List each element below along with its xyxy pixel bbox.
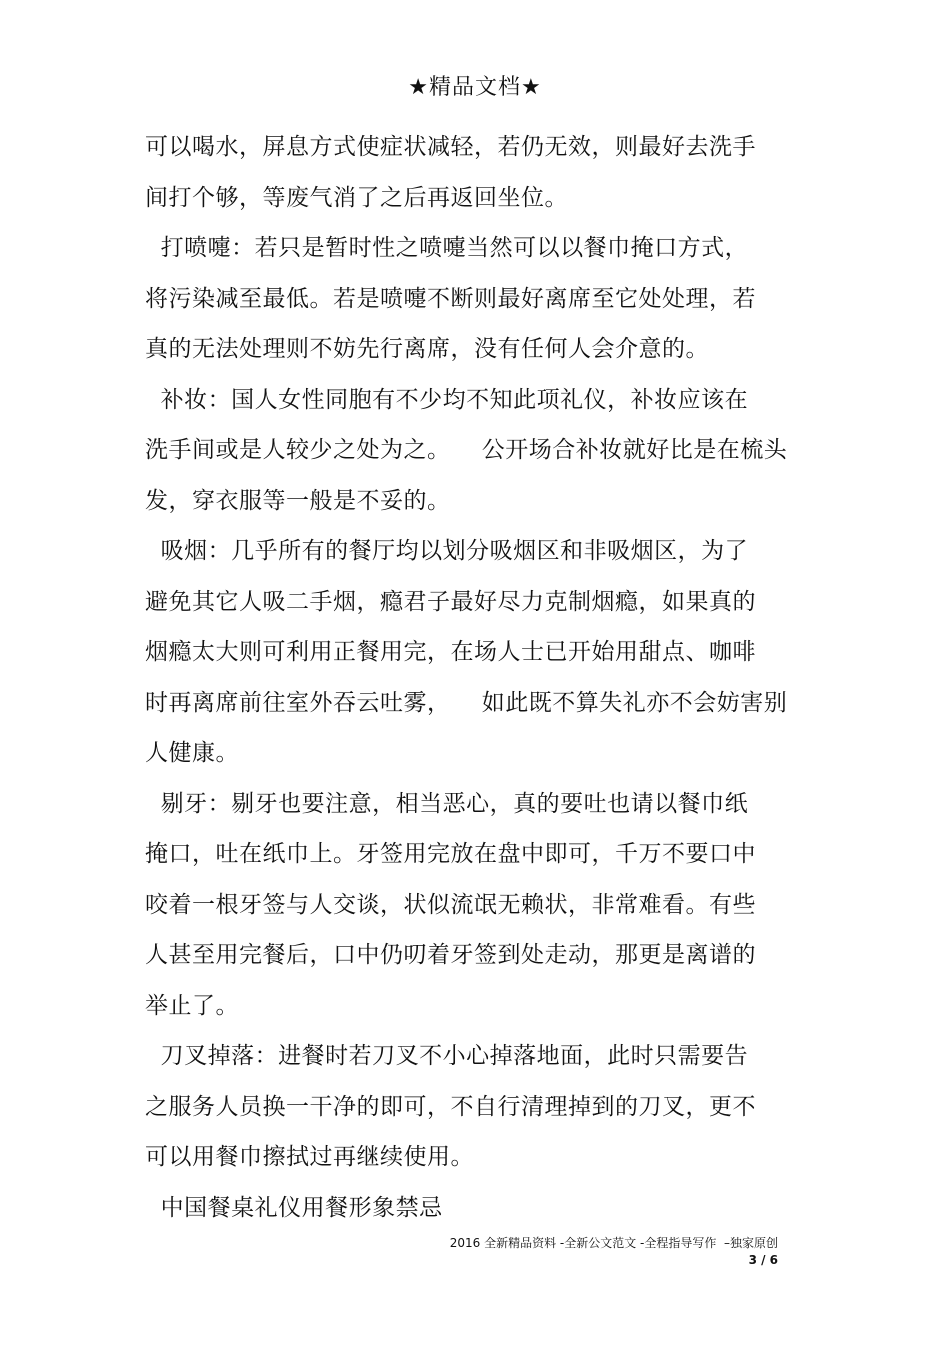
footer-note: 2016 全新精品资料 -全新公文范文 -全程指导写作 –独家原创 [449,1236,778,1250]
text-line: 可以喝水，屏息方式使症状减轻，若仍无效，则最好去洗手 [145,134,756,160]
text-line: 人健康。 [145,740,239,766]
page-number: 3 / 6 [748,1253,778,1267]
text-line: 烟瘾太大则可利用正餐用完，在场人士已开始用甜点、咖啡 [145,639,756,665]
text-line: 刀叉掉落：进餐时若刀叉不小心掉落地面，此时只需要告 [145,1043,749,1069]
text-line: 咬着一根牙签与人交谈，状似流氓无赖状，非常难看。有些 [145,891,756,918]
text-line: 吸烟：几乎所有的餐厅均以划分吸烟区和非吸烟区，为了 [145,538,749,564]
document-body [145,122,788,1233]
text-line: 剔牙：剔牙也要注意，相当恶心，真的要吐也请以餐巾纸 [145,790,749,817]
text-line: 人甚至用完餐后，口中仍叨着牙签到处走动，那更是离谱的 [145,942,756,968]
text-line: 真的无法处理则不妨先行离席，没有任何人会介意的。 [145,336,709,362]
text-line: 可以用餐巾擦拭过再继续使用。 [145,1144,474,1170]
text-line: 时再离席前往室外吞云吐雾， 如此既不算失礼亦不会妨害别 [145,689,788,716]
section-heading: 中国餐桌礼仪用餐形象禁忌 [145,1194,443,1221]
text-line: 掩口，吐在纸巾上。牙签用完放在盘中即可，千万不要口中 [145,841,756,867]
text-line: 避免其它人吸二手烟，瘾君子最好尽力克制烟瘾，如果真的 [145,588,756,615]
text-line: 发，穿衣服等一般是不妥的。 [145,487,451,514]
text-line: 间打个够，等废气消了之后再返回坐位。 [145,184,568,211]
text-line: 举止了。 [145,992,239,1019]
text-line: 将污染减至最低。若是喷嚏不断则最好离席至它处处理，若 [145,285,756,312]
text-line: 洗手间或是人较少之处为之。 公开场合补妆就好比是在梳头 [145,437,788,463]
text-line: 补妆：国人女性同胞有不少均不知此项礼仪，补妆应该在 [145,386,749,413]
page-header-title: ★精品文档★ [408,75,542,100]
text-line: 打喷嚏：若只是暂时性之喷嚏当然可以以餐巾掩口方式， [145,235,749,261]
text-line: 之服务人员换一干净的即可，不自行清理掉到的刀叉，更不 [145,1093,756,1120]
